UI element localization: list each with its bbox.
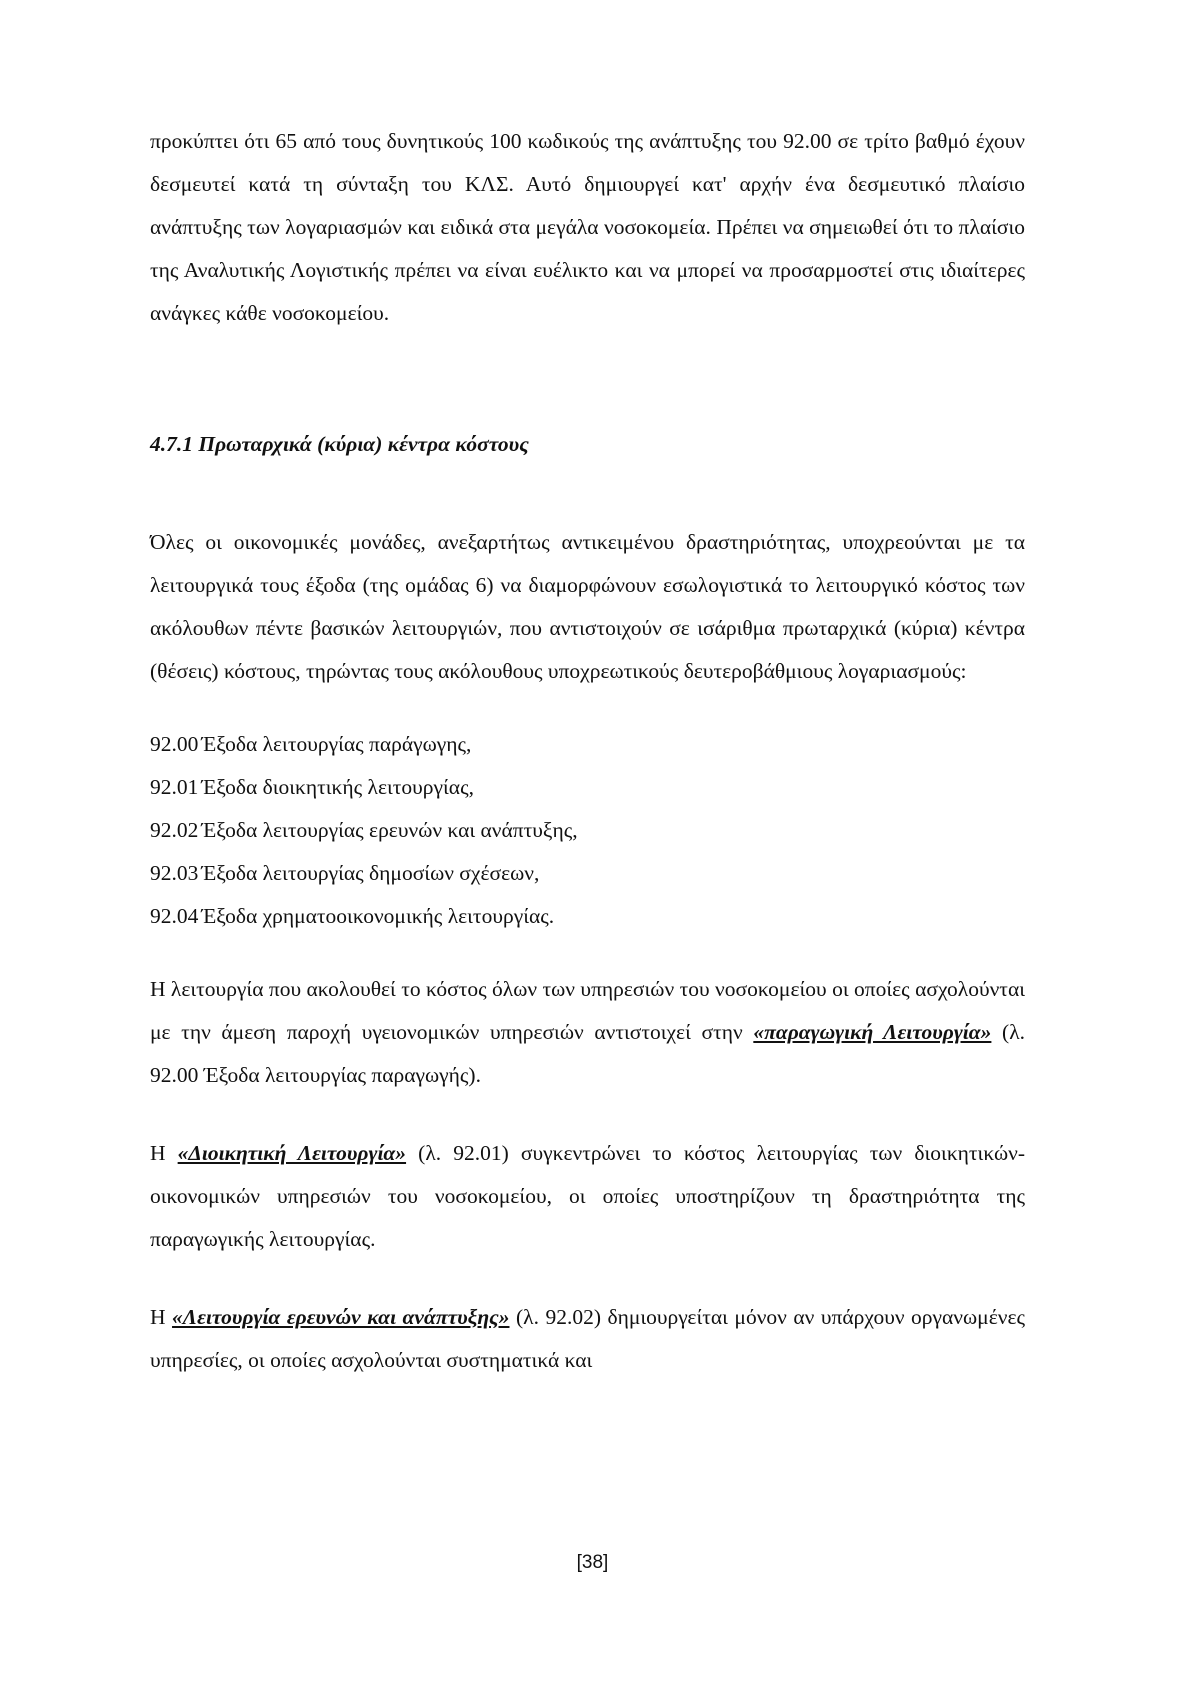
admin-text-after: (λ. 92.01) συγκεντρώνει το κόστος λειτουργίας των διοικητικών-οικονομικών υπηρεσιών του νοσοκομείου, οι οποίες υποστηρίζουν τη δραστηριότητα της παραγωγικής λειτουργίας. [150,1141,1025,1251]
section-heading: 4.7.1 Πρωταρχικά (κύρια) κέντρα κόστους [150,432,529,456]
account-label: Έξοδα λειτουργίας δημοσίων σχέσεων, [201,861,540,885]
page-number: [38] [576,1552,609,1573]
research-paragraph [150,1296,1025,1382]
body-paragraph: Όλες οι οικονομικές μονάδες, ανεξαρτήτως αντικειμένου δραστηριότητας, υποχρεούνται με τα λειτουργικά τους έξοδα (της ομάδας 6) να διαμορφώνουν εσωλογιστικά το λειτουργικό κόστος των ακόλουθων πέντε βασικών λειτουργιών, που αντιστοιχούν σε ισάριθμα πρωταρχικά (κύρια) κέντρα (θέσεις) κόστους, τηρώντας τους ακόλουθους υποχρεωτικούς δευτεροβάθμιους λογαριασμούς: [150,530,1025,683]
account-label: Έξοδα λειτουργίας παράγωγης, [201,732,472,756]
accounts-list [150,723,1025,938]
research-function-term: «Λειτουργία ερευνών και ανάπτυξης» [172,1305,510,1329]
list-item [150,852,1025,895]
list-item [150,766,1025,809]
account-code: 92.01 [150,775,199,799]
production-text-before: Η λειτουργία που ακολουθεί το κόστος όλων των υπηρεσιών του νοσοκομείου οι οποίες ασχολούνται με την άμεση παροχή υγειονομικών υπηρεσιών αντιστοιχεί στην [150,977,1025,1044]
production-text-after: (λ. 92.00 Έξοδα λειτουργίας παραγωγής). [150,1020,1025,1087]
list-item [150,723,1025,766]
admin-function-term: «Διοικητική Λειτουργία» [177,1141,407,1165]
account-code: 92.03 [150,861,199,885]
research-text-before: Η [150,1305,173,1329]
administrative-paragraph [150,1132,1025,1261]
account-label: Έξοδα διοικητικής λειτουργίας, [201,775,474,799]
account-label: Έξοδα λειτουργίας ερευνών και ανάπτυξης, [201,818,578,842]
account-code: 92.04 [150,904,199,928]
page-content [150,120,1025,1382]
account-code: 92.00 [150,732,199,756]
list-item [150,895,1025,938]
research-text-after: (λ. 92.02) δημιουργείται μόνον αν υπάρχουν οργανωμένες υπηρεσίες, οι οποίες ασχολούνται συστηματικά και [150,1305,1025,1372]
intro-paragraph: προκύπτει ότι 65 από τους δυνητικούς 100 κωδικούς της ανάπτυξης του 92.00 σε τρίτο βαθμό έχουν δεσμευτεί κατά τη σύνταξη του ΚΛΣ. Αυτό δημιουργεί κατ' αρχήν ένα δεσμευτικό πλαίσιο ανάπτυξης των λογαριασμών και ειδικά στα μεγάλα νοσοκομεία. Πρέπει να σημειωθεί ότι το πλαίσιο της Αναλυτικής Λογιστικής πρέπει να είναι ευέλικτο και να μπορεί να προσαρμοστεί στις ιδιαίτερες ανάγκες κάθε νοσοκομείου. [150,129,1025,325]
list-item [150,809,1025,852]
account-label: Έξοδα χρηματοοικονομικής λειτουργίας. [201,904,555,928]
admin-text-before: Η [150,1141,178,1165]
account-code: 92.02 [150,818,199,842]
production-function-term: «παραγωγική Λειτουργία» [753,1020,992,1044]
production-paragraph [150,968,1025,1097]
